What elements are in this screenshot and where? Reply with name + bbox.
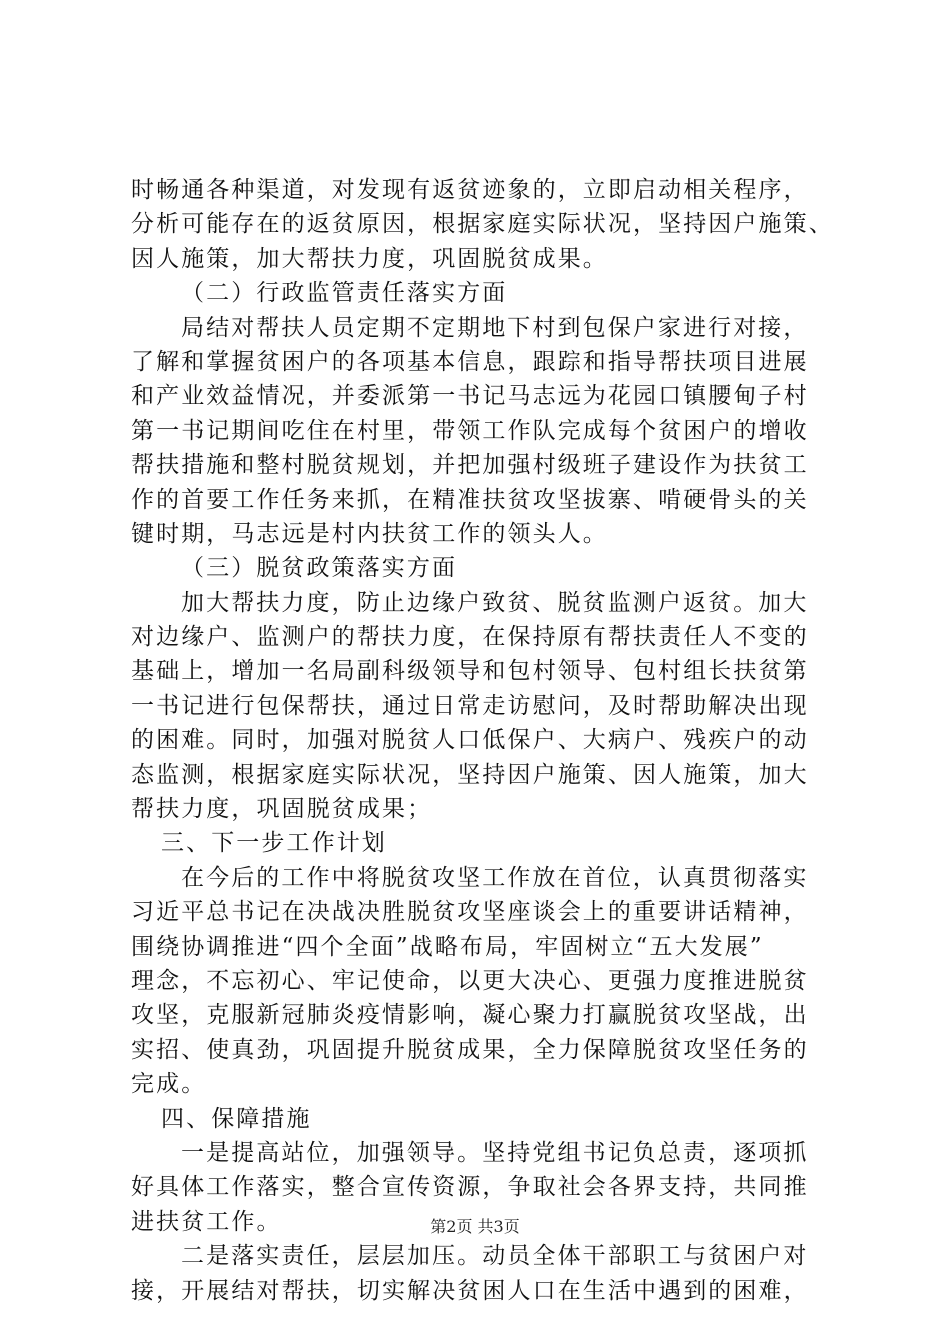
paragraph-first-line: 二是落实责任，层层加压。动员全体干部职工与贫困户对	[181, 1243, 809, 1270]
document-body	[131, 173, 851, 1308]
text-line: 和产业效益情况，并委派第一书记马志远为花园口镇腰甸子村	[131, 383, 809, 410]
page-number: 第2页 共3页	[430, 1217, 520, 1236]
text-line: 一书记进行包保帮扶，通过日常走访慰问，及时帮助解决出现	[131, 692, 809, 719]
text-line: 了解和掌握贫困户的各项基本信息，跟踪和指导帮扶项目进展	[131, 348, 809, 375]
paragraph-first-line: 在今后的工作中将脱贫攻坚工作放在首位，认真贯彻落实	[181, 864, 809, 891]
text-line: 作的首要工作任务来抓，在精准扶贫攻坚拔寨、啃硬骨头的关	[131, 486, 809, 513]
text-line: 习近平总书记在决战决胜脱贫攻坚座谈会上的重要讲话精神，	[131, 899, 809, 926]
section-heading: （二）行政监管责任落实方面	[181, 280, 508, 307]
text-line: 围绕协调推进“四个全面”战略布局，牢固树立“五大发展”	[131, 933, 764, 960]
text-line: 完成。	[131, 1071, 207, 1098]
section-heading: 四、保障措施	[161, 1105, 312, 1132]
text-line: 基础上，增加一名局副科级领导和包村领导、包村组长扶贫第	[131, 658, 809, 685]
text-line: 进扶贫工作。	[131, 1208, 282, 1235]
text-line: 好具体工作落实，整合宣传资源，争取社会各界支持，共同推	[131, 1174, 809, 1201]
text-line: 对边缘户、监测户的帮扶力度，在保持原有帮扶责任人不变的	[131, 624, 809, 651]
text-line: 攻坚，克服新冠肺炎疫情影响，凝心聚力打赢脱贫攻坚战，出	[131, 1002, 809, 1029]
text-line: 时畅通各种渠道，对发现有返贫迹象的，立即启动相关程序，	[131, 177, 809, 203]
paragraph-first-line: 加大帮扶力度，防止边缘户致贫、脱贫监测户返贫。加大	[181, 589, 809, 616]
text-line: 理念，不忘初心、牢记使命，以更大决心、更强力度推进脱贫	[131, 967, 809, 994]
text-line: 的困难。同时，加强对脱贫人口低保户、大病户、残疾户的动	[131, 727, 809, 754]
text-line: 态监测，根据家庭实际状况，坚持因户施策、因人施策，加大	[131, 761, 809, 788]
text-line: 第一书记期间吃住在村里，带领工作队完成每个贫困户的增收	[131, 417, 809, 444]
text-line: 接，开展结对帮扶，切实解决贫困人口在生活中遇到的困难，	[131, 1277, 809, 1304]
text-line: 帮扶力度，巩固脱贫成果；	[131, 796, 433, 823]
text-line: 分析可能存在的返贫原因，根据家庭实际状况，坚持因户施策、	[131, 211, 834, 238]
text-line: 因人施策，加大帮扶力度，巩固脱贫成果。	[131, 245, 608, 272]
text-line: 键时期，马志远是村内扶贫工作的领头人。	[131, 520, 608, 547]
text-line: 帮扶措施和整村脱贫规划，并把加强村级班子建设作为扶贫工	[131, 452, 809, 479]
paragraph-first-line: 局结对帮扶人员定期不定期地下村到包保户家进行对接，	[181, 314, 809, 341]
section-heading: （三）脱贫政策落实方面	[181, 555, 458, 582]
paragraph-first-line: 一是提高站位，加强领导。坚持党组书记负总责，逐项抓	[181, 1139, 809, 1166]
section-heading: 三、下一步工作计划	[161, 830, 387, 857]
text-line: 实招、使真劲，巩固提升脱贫成果，全力保障脱贫攻坚任务的	[131, 1036, 809, 1063]
